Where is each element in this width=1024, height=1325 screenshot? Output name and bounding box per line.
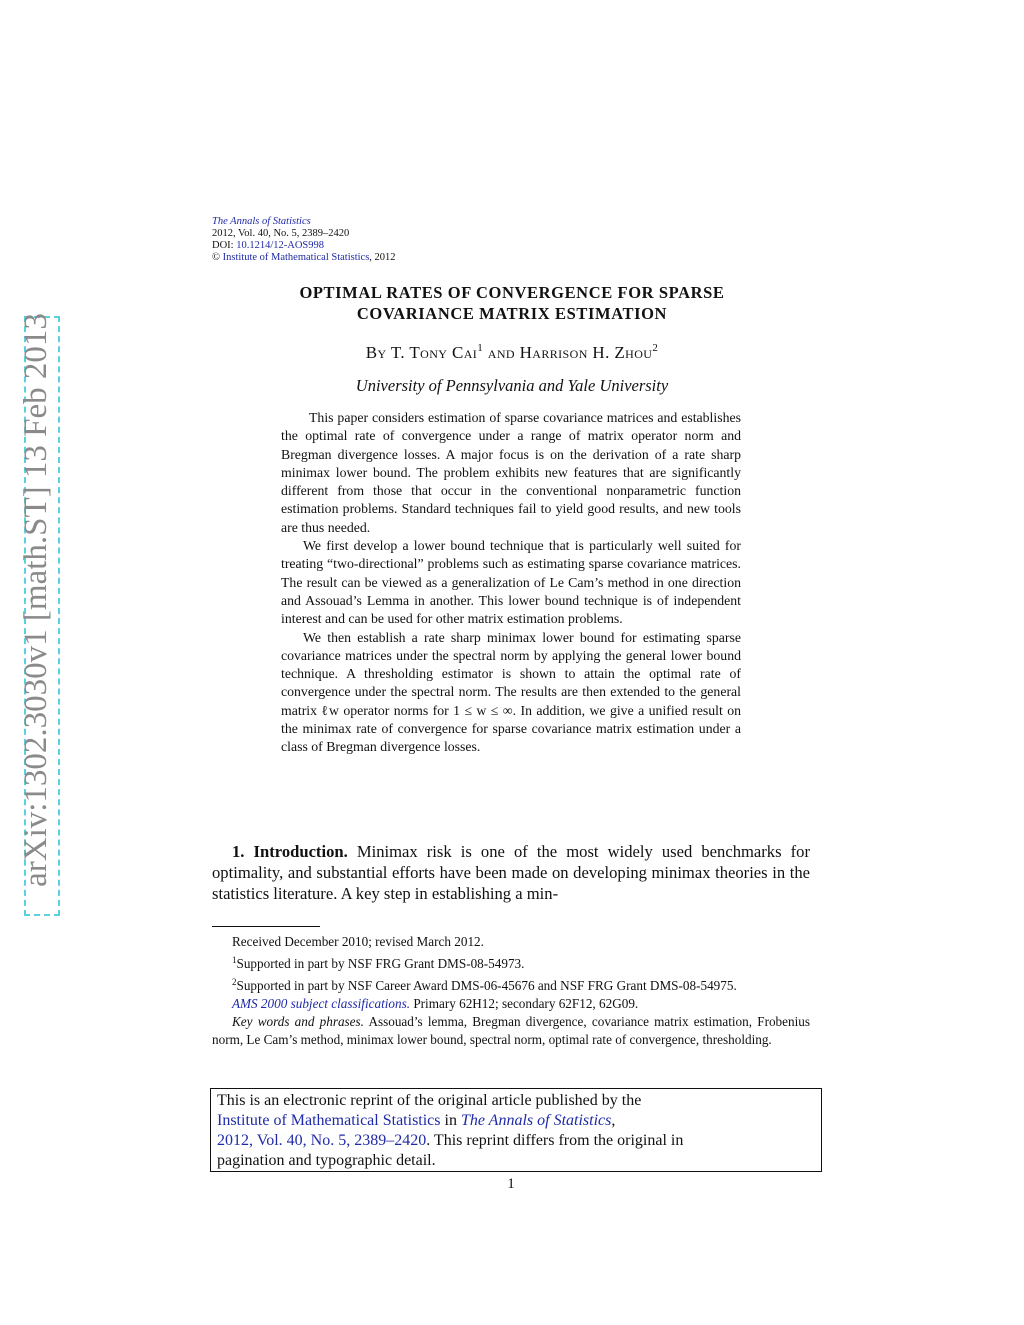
footnote-rule	[212, 926, 320, 927]
paper-affiliation: University of Pennsylvania and Yale University	[355, 376, 669, 395]
keywords: Key words and phrases. Assouad’s lemma, Bregman divergence, covariance matrix estimation, Frobenius norm, Le Cam’s method, minimax lower bound, spectral norm, optimal rate of convergence, thresholding.	[212, 1014, 810, 1047]
paper-title: OPTIMAL RATES OF CONVERGENCE FOR SPARSE COVARIANCE MATRIX ESTIMATION	[299, 283, 725, 323]
reprint-notice: This is an electronic reprint of the original article published by the Institute of Mathematical Statistics in The Annals of Statistics, 2012, Vol. 40, No. 5, 2389–2420. This reprint differs from the original in pagination and typographic detail.	[210, 1088, 822, 1172]
abstract-paragraph: This paper considers estimation of sparse covariance matrices and establishes the optimal rate of convergence under a range of matrix operator norm and Bregman divergence losses. A major focus is on the derivation of a rate sharp minimax lower bound. The problem exhibits new features that are significantly different from those that occur in the conventional nonparametric function estimation problems. Standard techniques fail to yield good results, and new tools are thus needed.	[281, 410, 741, 535]
section-text: Minimax risk is one of the most widely used benchmarks for optimality, and substantial efforts have been made on developing minimax theories in the statistics literature. A key step in establishing a min-	[212, 842, 810, 903]
journal-reprint-link[interactable]: The Annals of Statistics	[460, 1112, 612, 1129]
journal-header	[212, 216, 396, 264]
ims-reprint-link[interactable]: Institute of Mathematical Statistics	[217, 1112, 441, 1129]
section-heading: 1. Introduction.	[232, 842, 348, 861]
footnote-2: $^2$Supported in part by NSF Career Award DMS-06-45676 and NSF FRG Grant DMS-08-54975.	[232, 977, 737, 993]
abstract	[281, 409, 741, 757]
arxiv-identifier: arXiv:1302.3030v1 [math.ST] 13 Feb 2013	[18, 313, 54, 887]
footnote-1: $^1$Supported in part by NSF FRG Grant DMS-08-54973.	[232, 955, 525, 971]
journal-volume: 2012, Vol. 40, No. 5, 2389–2420	[212, 228, 350, 239]
page-number: 1	[507, 1176, 515, 1192]
introduction-section	[212, 841, 810, 904]
footnotes	[212, 933, 810, 1049]
abstract-paragraph: We first develop a lower bound technique that is particularly well suited for treating “two-directional” problems such as estimating sparse covariance matrices. The result can be viewed as a generalization of Le Cam’s method in one direction and Assouad’s Lemma in another. This lower bound technique is of independent interest and can be used for other matrix estimation problems.	[281, 538, 741, 627]
journal-name-link[interactable]: The Annals of Statistics	[212, 216, 311, 227]
paper-authors: By T. Tony Cai$^1$ and Harrison H. Zhou$^2$	[365, 342, 659, 362]
ams-classification: AMS 2000 subject classifications. Primary 62H12; secondary 62F12, 62G09.	[232, 996, 639, 1011]
journal-copyright: © Institute of Mathematical Statistics, 2012	[212, 252, 396, 263]
volume-reprint-link[interactable]: 2012, Vol. 40, No. 5, 2389–2420	[217, 1132, 427, 1149]
ams-link[interactable]: AMS 2000 subject classifications.	[232, 996, 411, 1011]
journal-doi: DOI: 10.1214/12-AOS998	[212, 240, 325, 251]
doi-link[interactable]: 10.1214/12-AOS998	[236, 240, 325, 251]
ims-link[interactable]: Institute of Mathematical Statistics	[222, 252, 370, 263]
abstract-paragraph: We then establish a rate sharp minimax lower bound for estimating sparse covariance matrices under the spectral norm by applying the general lower bound technique. A thresholding estimator is shown to attain the optimal rate of convergence under the spectral norm. The results are then extended to the general matrix ℓw operator norms for 1 ≤ w ≤ ∞. In addition, we give a unified result on the minimax rate of convergence for sparse covariance matrix estimation under a class of Bregman divergence losses.	[281, 629, 741, 755]
received-note: Received December 2010; revised March 2012.	[232, 934, 484, 949]
